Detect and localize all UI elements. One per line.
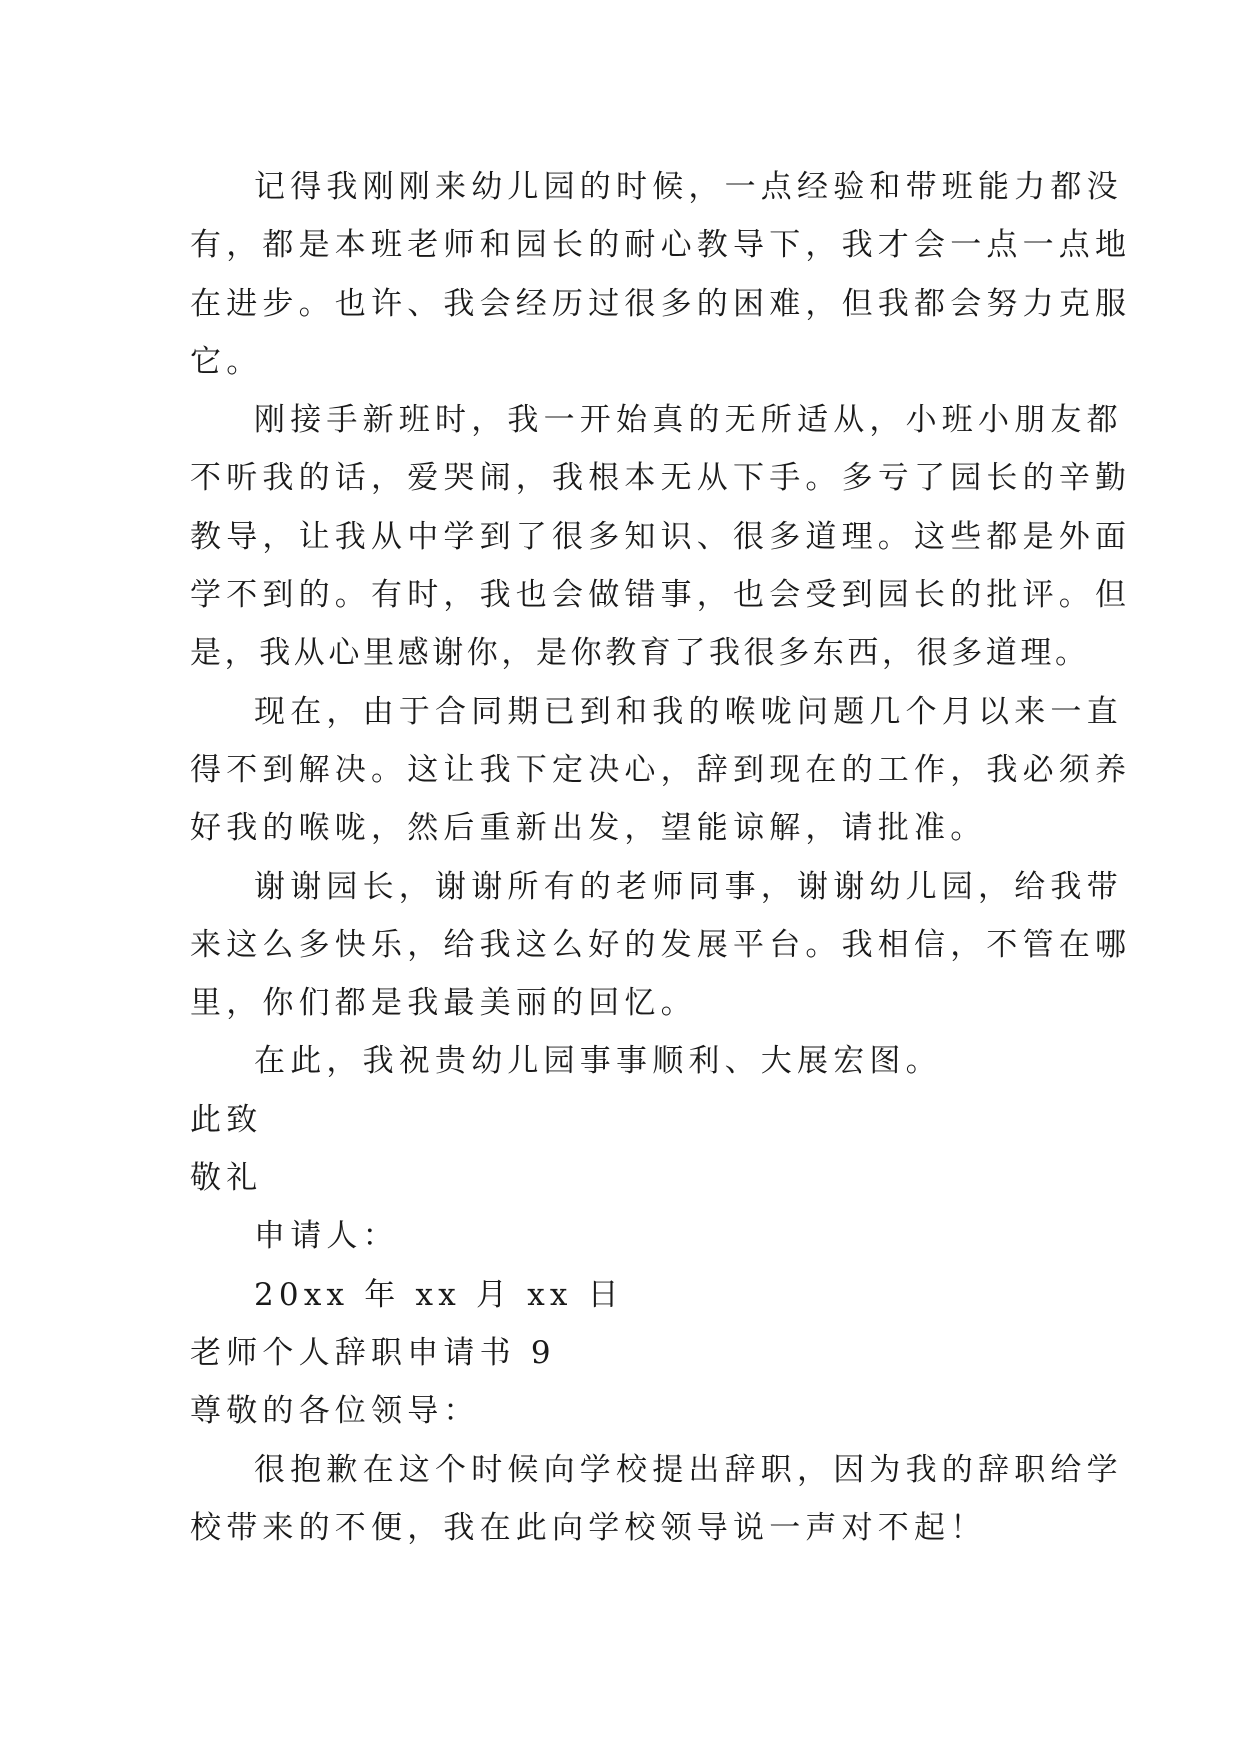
signature-date: 20xx 年 xx 月 xx 日 xyxy=(254,1276,624,1313)
paragraph-line: 得不到解决。这让我下定决心，辞到现在的工作，我必须养 xyxy=(190,751,1132,788)
paragraph-line: 有，都是本班老师和园长的耐心教导下，我才会一点一点地 xyxy=(190,227,1132,264)
salutation: 尊敬的各位领导： xyxy=(190,1393,480,1430)
paragraph-line: 来这么多快乐，给我这么好的发展平台。我相信，不管在哪 xyxy=(190,926,1132,963)
paragraph-line: 好我的喉咙，然后重新出发，望能谅解，请批准。 xyxy=(190,810,987,847)
applicant-label: 申请人： xyxy=(254,1218,399,1255)
paragraph-line: 里，你们都是我最美丽的回忆。 xyxy=(190,985,697,1022)
paragraph-line: 教导，让我从中学到了很多知识、很多道理。这些都是外面 xyxy=(190,518,1132,555)
paragraph-line: 谢谢园长，谢谢所有的老师同事，谢谢幼儿园，给我带 xyxy=(254,868,1123,905)
paragraph-line: 不听我的话，爱哭闹，我根本无从下手。多亏了园长的辛勤 xyxy=(190,460,1132,497)
paragraph-line: 记得我刚刚来幼儿园的时候，一点经验和带班能力都没 xyxy=(254,169,1123,205)
closing-line-1: 此致 xyxy=(190,1101,263,1138)
paragraph-line: 现在，由于合同期已到和我的喉咙问题几个月以来一直 xyxy=(254,693,1123,730)
paragraph-line: 在此，我祝贵幼儿园事事顺利、大展宏图。 xyxy=(254,1043,942,1080)
paragraph-line: 学不到的。有时，我也会做错事，也会受到园长的批评。但 xyxy=(190,577,1132,614)
paragraph-line: 很抱歉在这个时候向学校提出辞职，因为我的辞职给学 xyxy=(254,1451,1123,1488)
closing-line-2: 敬礼 xyxy=(190,1160,263,1197)
section-title: 老师个人辞职申请书 9 xyxy=(190,1334,556,1371)
paragraph-line: 是，我从心里感谢你，是你教育了我很多东西，很多道理。 xyxy=(190,635,1090,672)
paragraph-line: 刚接手新班时，我一开始真的无所适从，小班小朋友都 xyxy=(254,402,1123,439)
document-body xyxy=(190,158,1132,1557)
paragraph-line: 校带来的不便，我在此向学校领导说一声对不起！ xyxy=(190,1509,987,1546)
paragraph-line: 它。 xyxy=(190,343,263,380)
paragraph-line: 在进步。也许、我会经历过很多的困难，但我都会努力克服 xyxy=(190,285,1132,322)
